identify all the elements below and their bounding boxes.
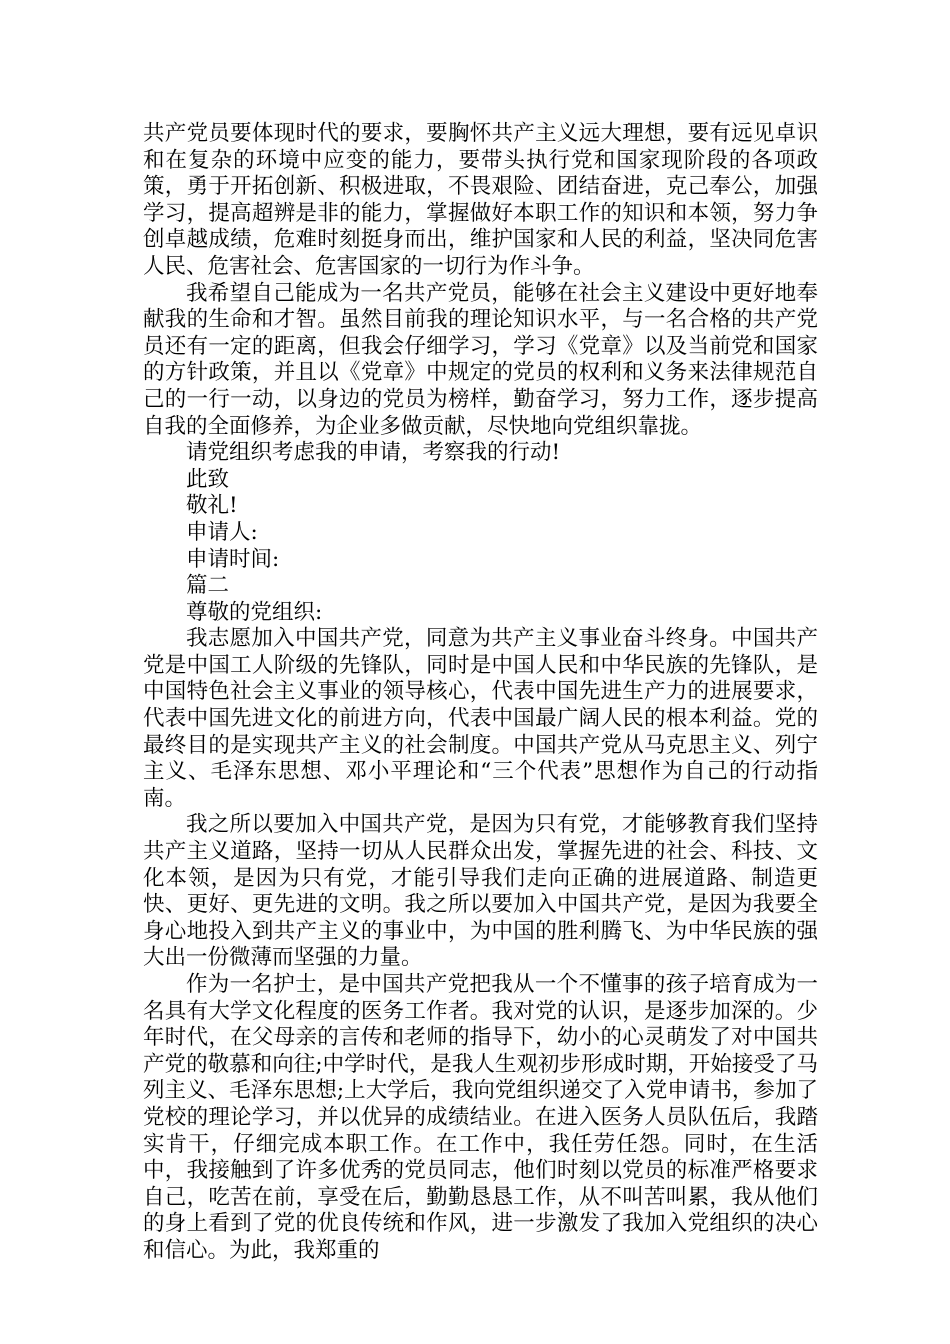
document-body xyxy=(143,121,818,1265)
paragraph-volunteer-to-join: 我志愿加入中国共产党，同意为共产主义事业奋斗终身。中国共产党是中国工人阶级的先锋队，同时是中国人民和中华民族的先锋队，是中国特色社会主义事业的领导核心，代表中国先进生产力的进展要求，代表中国先进文化的前进方向，代表中国最广阔人民的根本利益。党的最终目的是实现共产主义的社会制度。中国共产党从马克思主义、列宁主义、毛泽东思想、邓小平理论和“三个代表”思想作为自己的行动指南。 xyxy=(143,626,818,811)
application-date-label: 申请时间: xyxy=(186,546,280,572)
paragraph-personal-hope: 我希望自己能成为一名共产党员，能够在社会主义建设中更好地奉献我的生命和才智。虽然目前我的理论知识水平，与一名合格的共产党员还有一定的距离，但我会仔细学习，学习《党章》以及当前党和国家的方针政策，并且以《党章》中规定的党员的权利和义务来法律规范自己的一行一动，以身边的党员为榜样，勤奋学习，努力工作，逐步提高自我的全面修养，为企业多做贡献，尽快地向党组织靠拢。 xyxy=(143,280,818,439)
paragraph-reasons-to-join: 我之所以要加入中国共产党，是因为只有党，才能够教育我们坚持共产主义道路，坚持一切从人民群众出发，掌握先进的社会、科技、文化本领，是因为只有党，才能引导我们走向正确的进展道路、制造更快、更好、更先进的文明。我之所以要加入中国共产党，是因为我要全身心地投入到共产主义的事业中，为中国的胜利腾飞、为中华民族的强大出一份微薄而坚强的力量。 xyxy=(143,812,818,971)
section-heading-part-two: 篇二 xyxy=(186,573,230,599)
salutation: 尊敬的党组织: xyxy=(186,599,323,625)
request-consideration-line: 请党组织考虑我的申请，考察我的行动! xyxy=(186,440,561,466)
closing-jingli: 敬礼! xyxy=(186,493,238,519)
closing-cizhi: 此致 xyxy=(186,466,230,492)
applicant-label: 申请人: xyxy=(186,519,258,545)
paragraph-party-member-requirements: 共产党员要体现时代的要求，要胸怀共产主义远大理想，要有远见卓识和在复杂的环境中应变的能力，要带头执行党和国家现阶段的各项政策，勇于开拓创新、积极进取，不畏艰险、团结奋进，克己奉公，加强学习，提高超辨是非的能力，掌握做好本职工作的知识和本领，努力争创卓越成绩，危难时刻挺身而出，维护国家和人民的利益，坚决同危害人民、危害社会、危害国家的一切行为作斗争。 xyxy=(143,121,818,279)
paragraph-nurse-experience: 作为一名护士，是中国共产党把我从一个不懂事的孩子培育成为一名具有大学文化程度的医务工作者。我对党的认识，是逐步加深的。少年时代，在父母亲的言传和老师的指导下，幼小的心灵萌发了对中国共产党的敬慕和向往;中学时代，是我人生观初步形成时期，开始接受了马列主义、毛泽东思想;上大学后，我向党组织递交了入党申请书，参加了党校的理论学习，并以优异的成绩结业。在进入医务人员队伍后，我踏实肯干，仔细完成本职工作。在工作中，我任劳任怨。同时，在生活中，我接触到了许多优秀的党员同志，他们时刻以党员的标准严格要求自己，吃苦在前，享受在后，勤勤恳恳工作，从不叫苦叫累，我从他们的身上看到了党的优良传统和作风，进一步激发了我加入党组织的决心和信心。为此，我郑重的 xyxy=(143,972,818,1263)
